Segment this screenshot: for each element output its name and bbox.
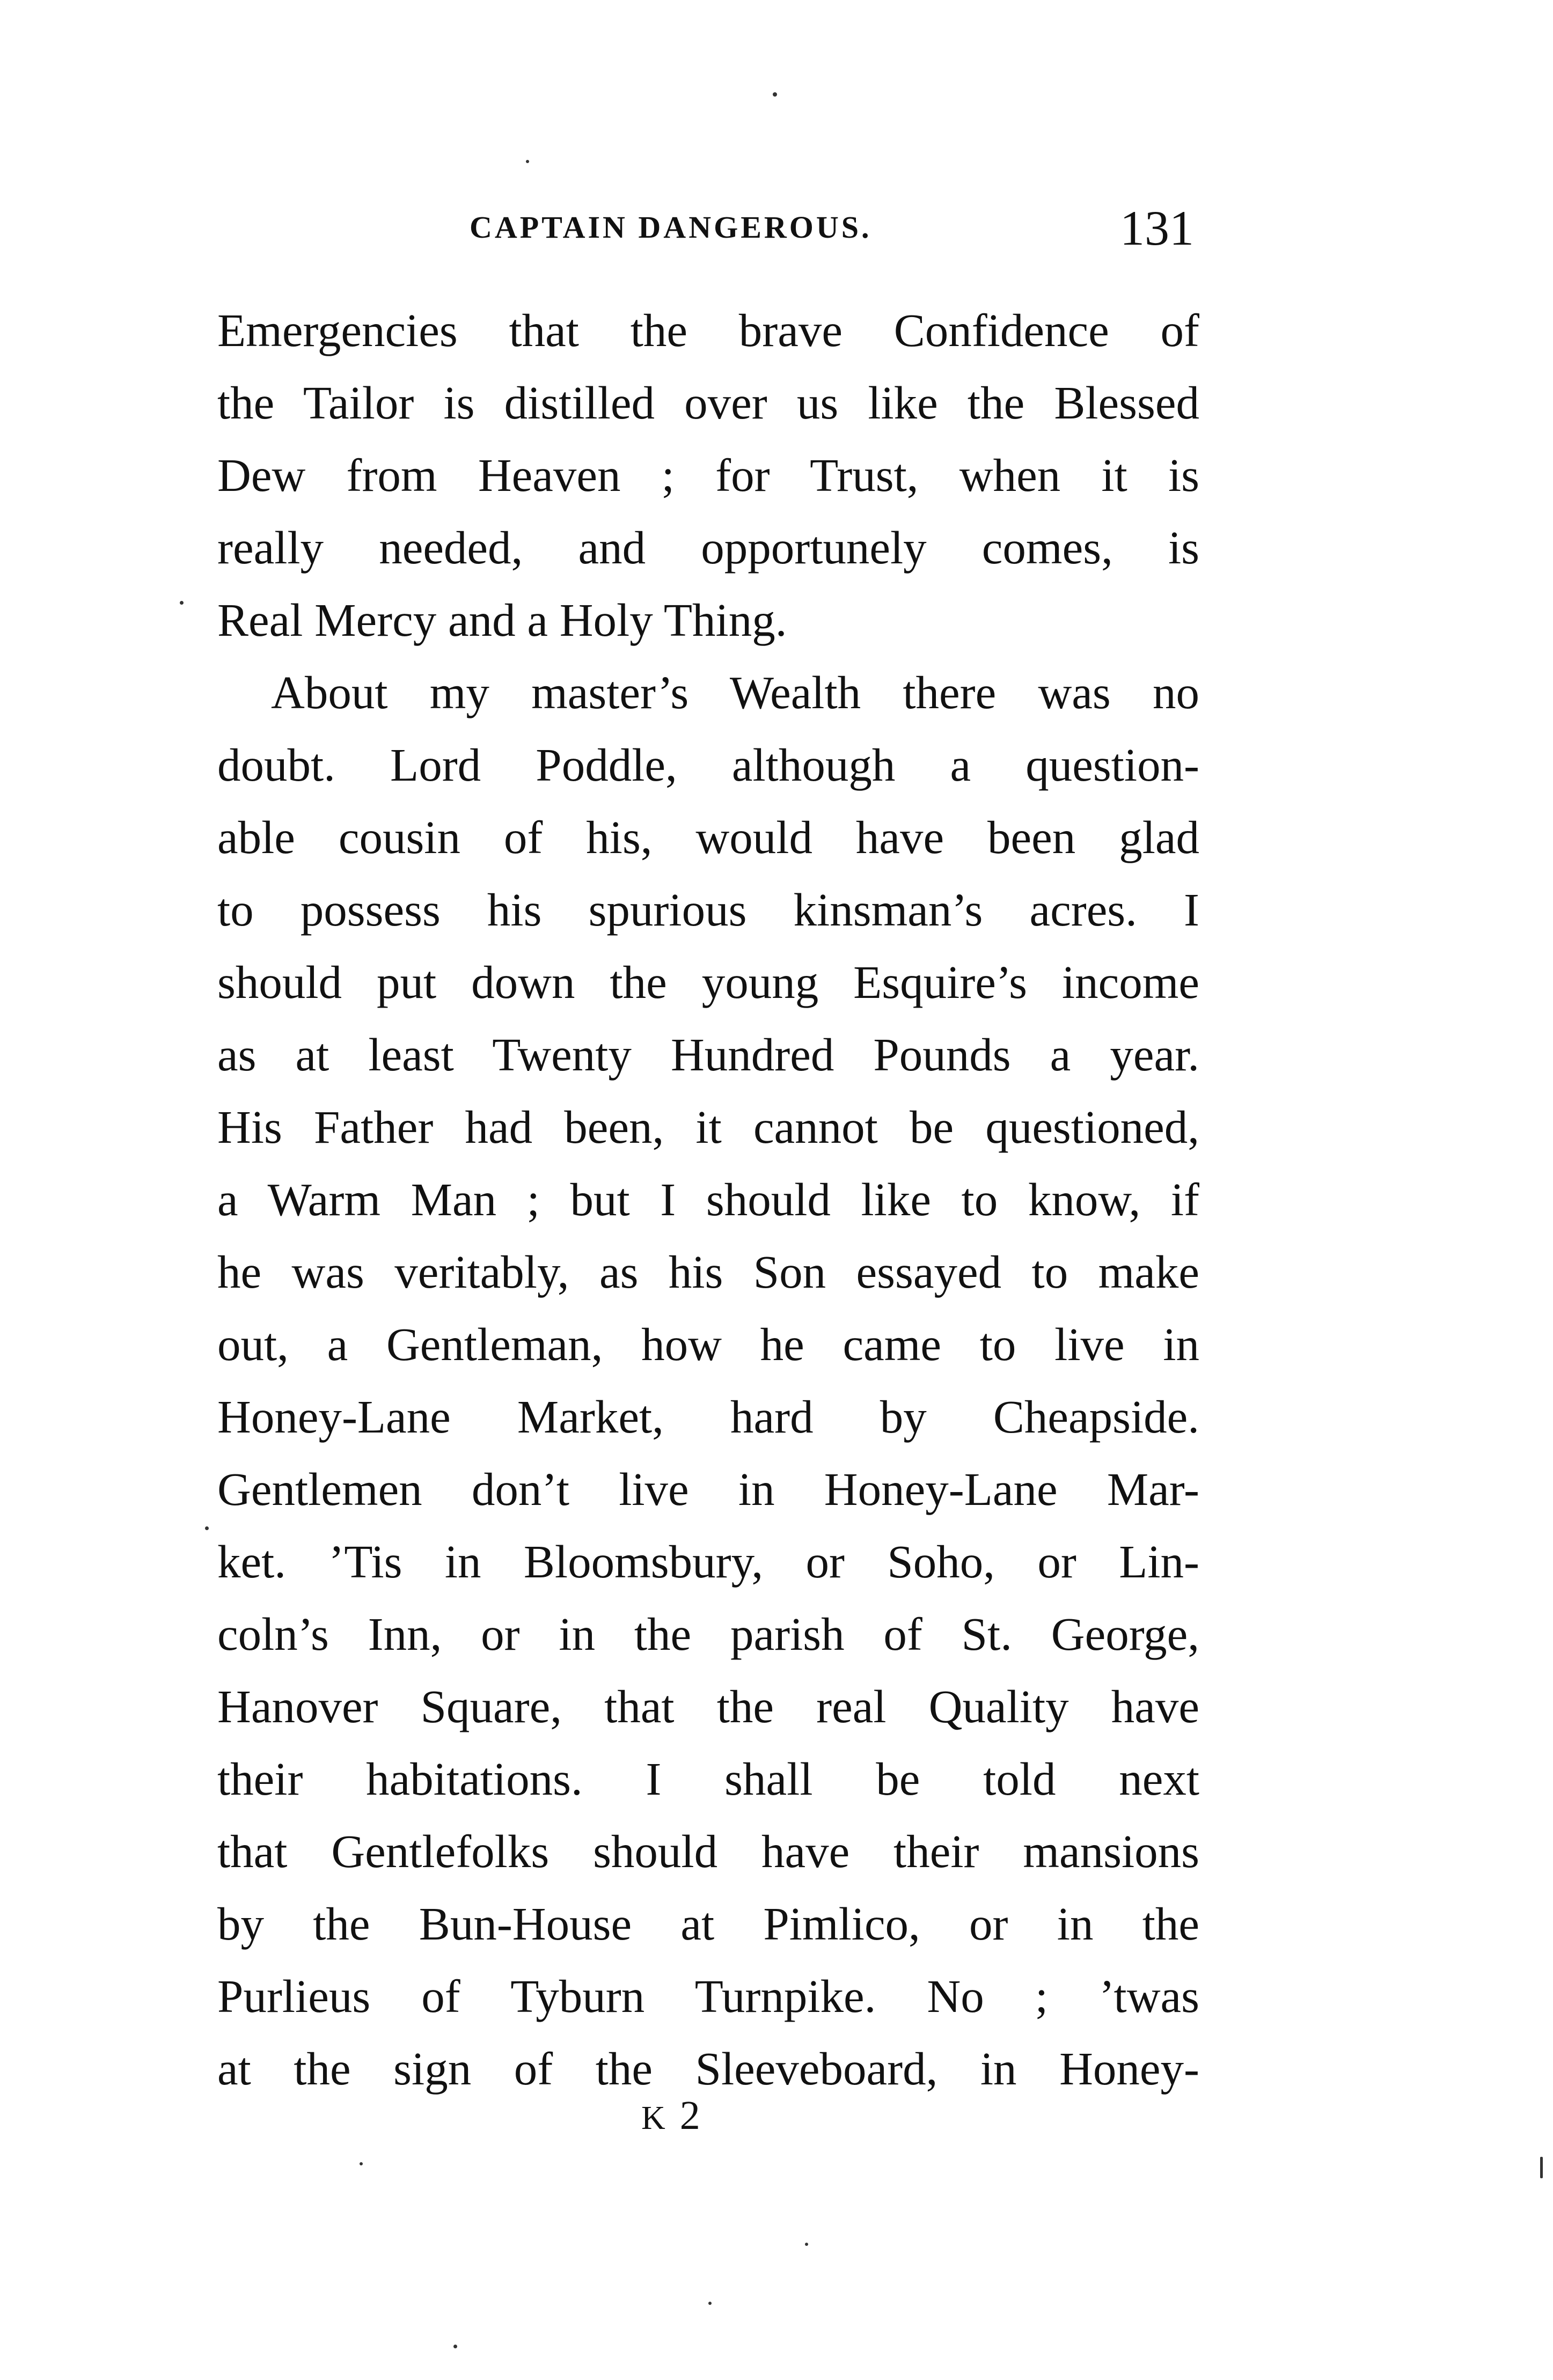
scan-speck xyxy=(180,601,184,605)
text-line: that Gentlefolks should have their mansions xyxy=(217,1825,1199,1877)
text-line: he was veritably, as his Son essayed to make xyxy=(217,1246,1199,1298)
text-line: Purlieus of Tyburn Turnpike. No ; ’twas xyxy=(217,1970,1199,2022)
text-line: Dew from Heaven ; for Trust, when it is xyxy=(217,449,1199,501)
text-line: About my master’s Wealth there was no xyxy=(271,666,1199,718)
scan-speck xyxy=(773,92,777,97)
text-line: out, a Gentleman, how he came to live in xyxy=(217,1318,1199,1370)
scan-speck xyxy=(805,2243,808,2246)
scan-speck xyxy=(453,2345,457,2348)
scan-speck xyxy=(360,2162,363,2165)
text-line: Hanover Square, that the real Quality have xyxy=(217,1680,1199,1732)
signature-number: 2 xyxy=(679,2093,702,2138)
signature-letter: K xyxy=(641,2100,668,2136)
signature-mark xyxy=(641,2092,702,2139)
text-line: at the sign of the Sleeveboard, in Honey- xyxy=(217,2043,1199,2095)
text-line: their habitations. I shall be told next xyxy=(217,1753,1199,1805)
scan-speck xyxy=(1540,2157,1543,2178)
text-line: really needed, and opportunely comes, is xyxy=(217,521,1199,574)
text-line: by the Bun-House at Pimlico, or in the xyxy=(217,1898,1199,1950)
text-line: should put down the young Esquire’s income xyxy=(217,956,1199,1008)
text-line: His Father had been, it cannot be questioned, xyxy=(217,1101,1199,1153)
text-line: a Warm Man ; but I should like to know, if xyxy=(217,1173,1199,1225)
page-header xyxy=(212,200,1194,259)
text-line: to possess his spurious kinsman’s acres. I xyxy=(217,884,1199,936)
text-line: coln’s Inn, or in the parish of St. George, xyxy=(217,1608,1199,1660)
text-line: Real Mercy and a Holy Thing. xyxy=(217,594,787,646)
text-line: Gentlemen don’t live in Honey-Lane Mar- xyxy=(217,1463,1199,1515)
scan-speck xyxy=(708,2302,712,2305)
text-line: able cousin of his, would have been glad xyxy=(217,811,1199,863)
text-line: as at least Twenty Hundred Pounds a year. xyxy=(217,1029,1199,1081)
scan-speck xyxy=(205,1526,209,1530)
text-line: Honey-Lane Market, hard by Cheapside. xyxy=(217,1391,1199,1443)
scan-speck xyxy=(526,160,529,163)
text-line: doubt. Lord Poddle, although a question- xyxy=(217,739,1199,791)
text-line: the Tailor is distilled over us like the Blessed xyxy=(217,377,1199,429)
running-title: CAPTAIN DANGEROUS. xyxy=(470,210,872,245)
body-text xyxy=(217,294,1199,2105)
text-line: ket. ’Tis in Bloomsbury, or Soho, or Lin- xyxy=(217,1536,1199,1588)
page-number: 131 xyxy=(1120,201,1194,255)
text-line: Emergencies that the brave Confidence of xyxy=(217,304,1199,356)
